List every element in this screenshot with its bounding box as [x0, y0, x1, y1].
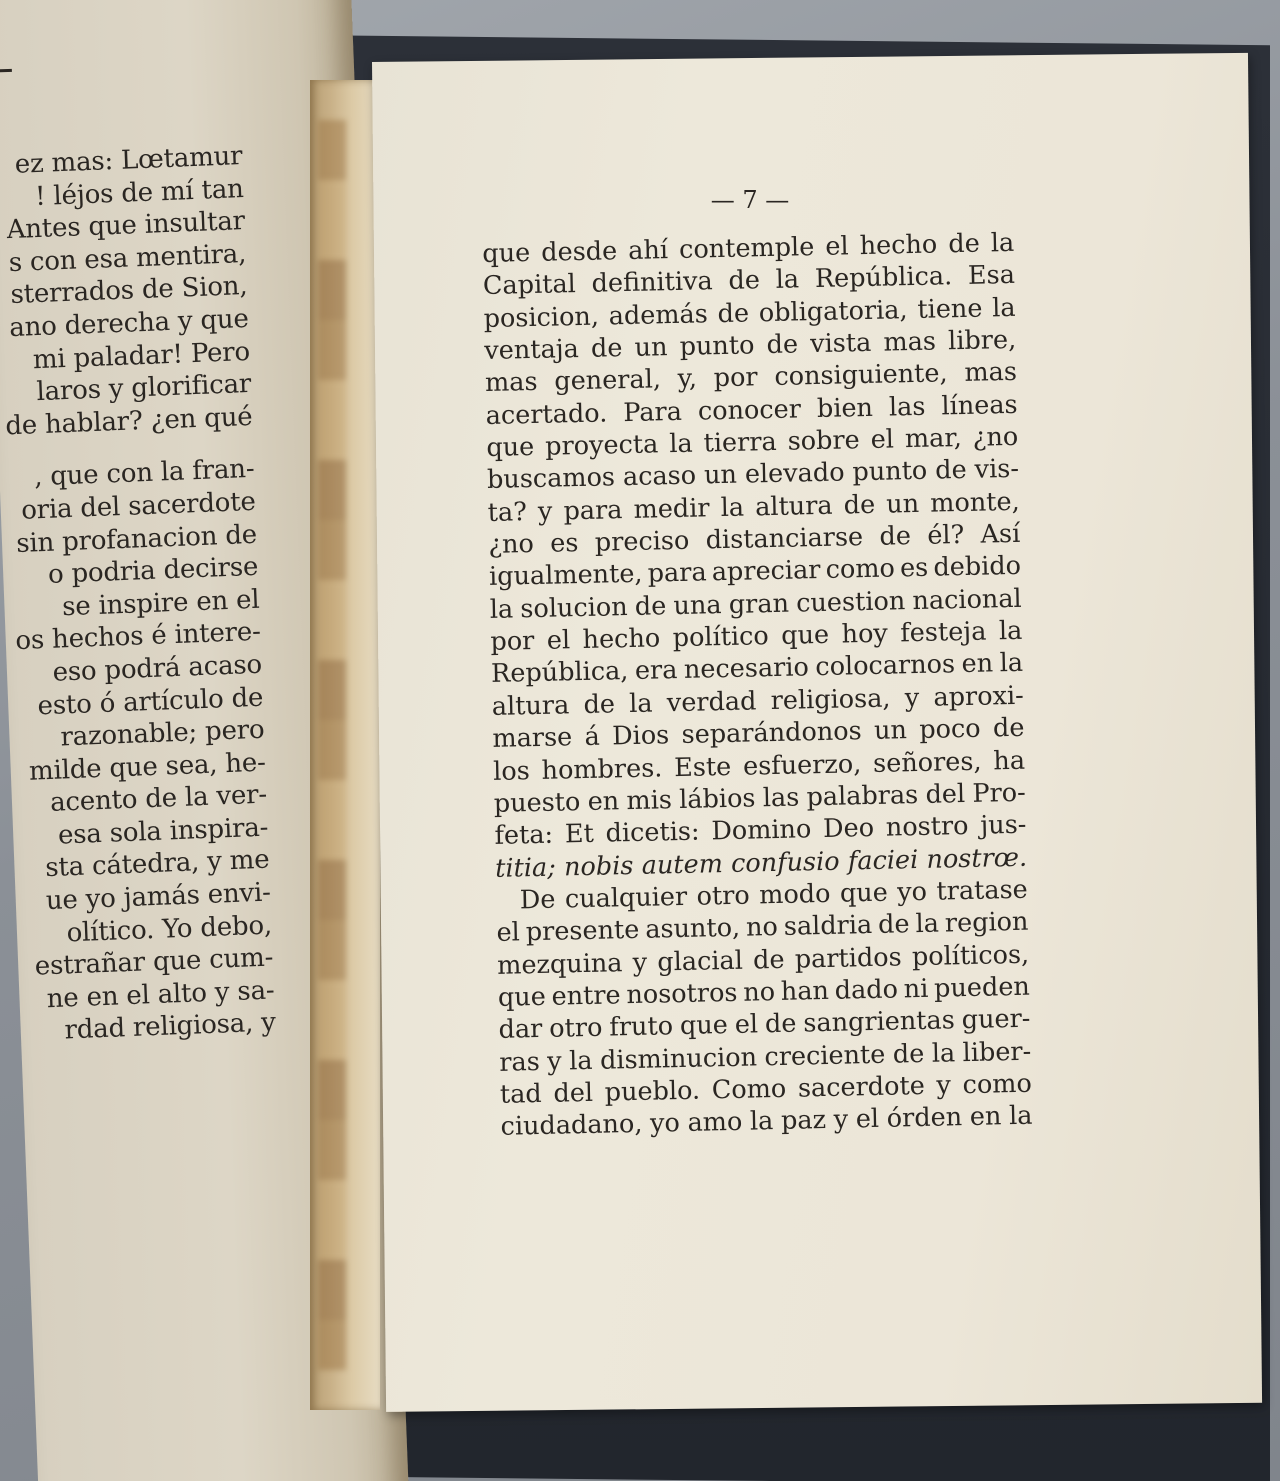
text-line: los hombres. Este esfuerzo, señores, ha [492, 745, 1026, 787]
text-line: igualmente, para apreciar como es debido [488, 551, 1022, 593]
left-text-line: oria del sacerdote [20, 486, 257, 526]
left-text-line: sterrados de Sion, [10, 271, 248, 311]
left-text-line: ez mas: Lœtamur [14, 141, 243, 180]
left-text-line: rdad religiosa, y [64, 1007, 277, 1046]
left-text-line: Antes que insultar [6, 206, 246, 246]
text-line: que entre nosotros no han dado ni pueden [497, 971, 1031, 1013]
text-line: posicion, además de obligatoria, tiene la [483, 292, 1016, 334]
left-text-line: os hechos é intere- [14, 617, 262, 657]
left-text-line: razonable; pero [59, 714, 265, 753]
text-line: titia; nobis autem confusio faciei nostrœ. [494, 842, 1028, 884]
left-text-line: milde que sea, he- [28, 747, 267, 787]
left-text-line: ! léjos de mí tan [34, 173, 245, 212]
left-text-line: s con esa mentira, [8, 238, 247, 278]
text-line: feta: Et dicetis: Domino Deo nostro jus- [494, 809, 1027, 852]
left-text-line: o podria decirse [47, 551, 259, 590]
text-line: dar otro fruto que el de sangrientas guer- [498, 1003, 1031, 1046]
left-text-line: se inspire en el [61, 584, 260, 623]
text-line: mezquina y glacial de partidos políticos, [496, 939, 1030, 981]
text-line: por el hecho político que hoy festeja la [490, 615, 1023, 658]
text-line: Capital definitiva de la República. Esa [482, 260, 1016, 302]
gutter-stain [318, 120, 346, 1370]
left-text-line: olítico. Yo debo, [66, 910, 273, 949]
text-line: el presente asunto, no saldria de la region [496, 906, 1029, 949]
left-text-line: ne en el alto y sa- [46, 975, 275, 1015]
left-text-line: laros y glorificar [36, 369, 252, 408]
page-number: — 7 — [710, 186, 790, 214]
text-line: acertado. Para conocer bien las líneas [485, 389, 1018, 431]
text-line: ¿no es preciso distanciarse de él? Así [488, 518, 1021, 561]
left-page-rule [0, 69, 12, 73]
left-text-line: mi paladar! Pero [32, 336, 251, 375]
left-text-line: esto ó artículo de [37, 682, 264, 721]
left-text-line: eso podrá acaso [52, 649, 263, 688]
text-line: República, era necesario colocarnos en la [490, 648, 1024, 690]
text-line: marse á Dios separándonos un poco de [492, 712, 1025, 755]
left-text-line: de hablar? ¿en qué [4, 401, 253, 442]
text-line: ta? y para medir la altura de un monte, [487, 486, 1020, 528]
left-page-text [0, 140, 276, 1050]
text-line: ventaja de un punto de vista mas libre, [484, 324, 1017, 367]
text-line: la solucion de una gran cuestion nacional [489, 583, 1022, 625]
text-line: puesto en mis lábios las palabras del Pro- [493, 777, 1027, 819]
left-text-line: sin profanacion de [15, 519, 258, 559]
text-line: tad del pueblo. Como sacerdote y como [499, 1068, 1033, 1110]
right-page-text [482, 227, 1033, 1144]
left-text-line: acento de la ver- [49, 779, 268, 819]
left-text-line: ue yo jamás envi- [45, 877, 272, 917]
left-text-line: , que con la fran- [33, 454, 255, 493]
left-text-line: esa sola inspira- [57, 812, 269, 851]
text-line: ras y la disminucion creciente de la liber- [498, 1036, 1032, 1078]
text-line: ciudadano, yo amo la paz y el órden en la [500, 1100, 1033, 1143]
text-line: buscamos acaso un elevado punto de vis- [486, 454, 1020, 496]
left-text-line: sta cátedra, y me [44, 845, 270, 884]
text-line: que proyecta la tierra sobre el mar, ¿no [486, 421, 1019, 464]
left-text-line: ano derecha y que [8, 303, 250, 344]
left-text-line: estrañar que cum- [34, 942, 274, 982]
text-line: De cualquier otro modo que yo tratase [519, 874, 1029, 916]
text-line: mas general, y, por consiguiente, mas [484, 357, 1018, 399]
text-line: que desde ahí contemple el hecho de la [482, 227, 1015, 269]
text-line: altura de la verdad religiosa, y aproxi- [491, 680, 1025, 722]
